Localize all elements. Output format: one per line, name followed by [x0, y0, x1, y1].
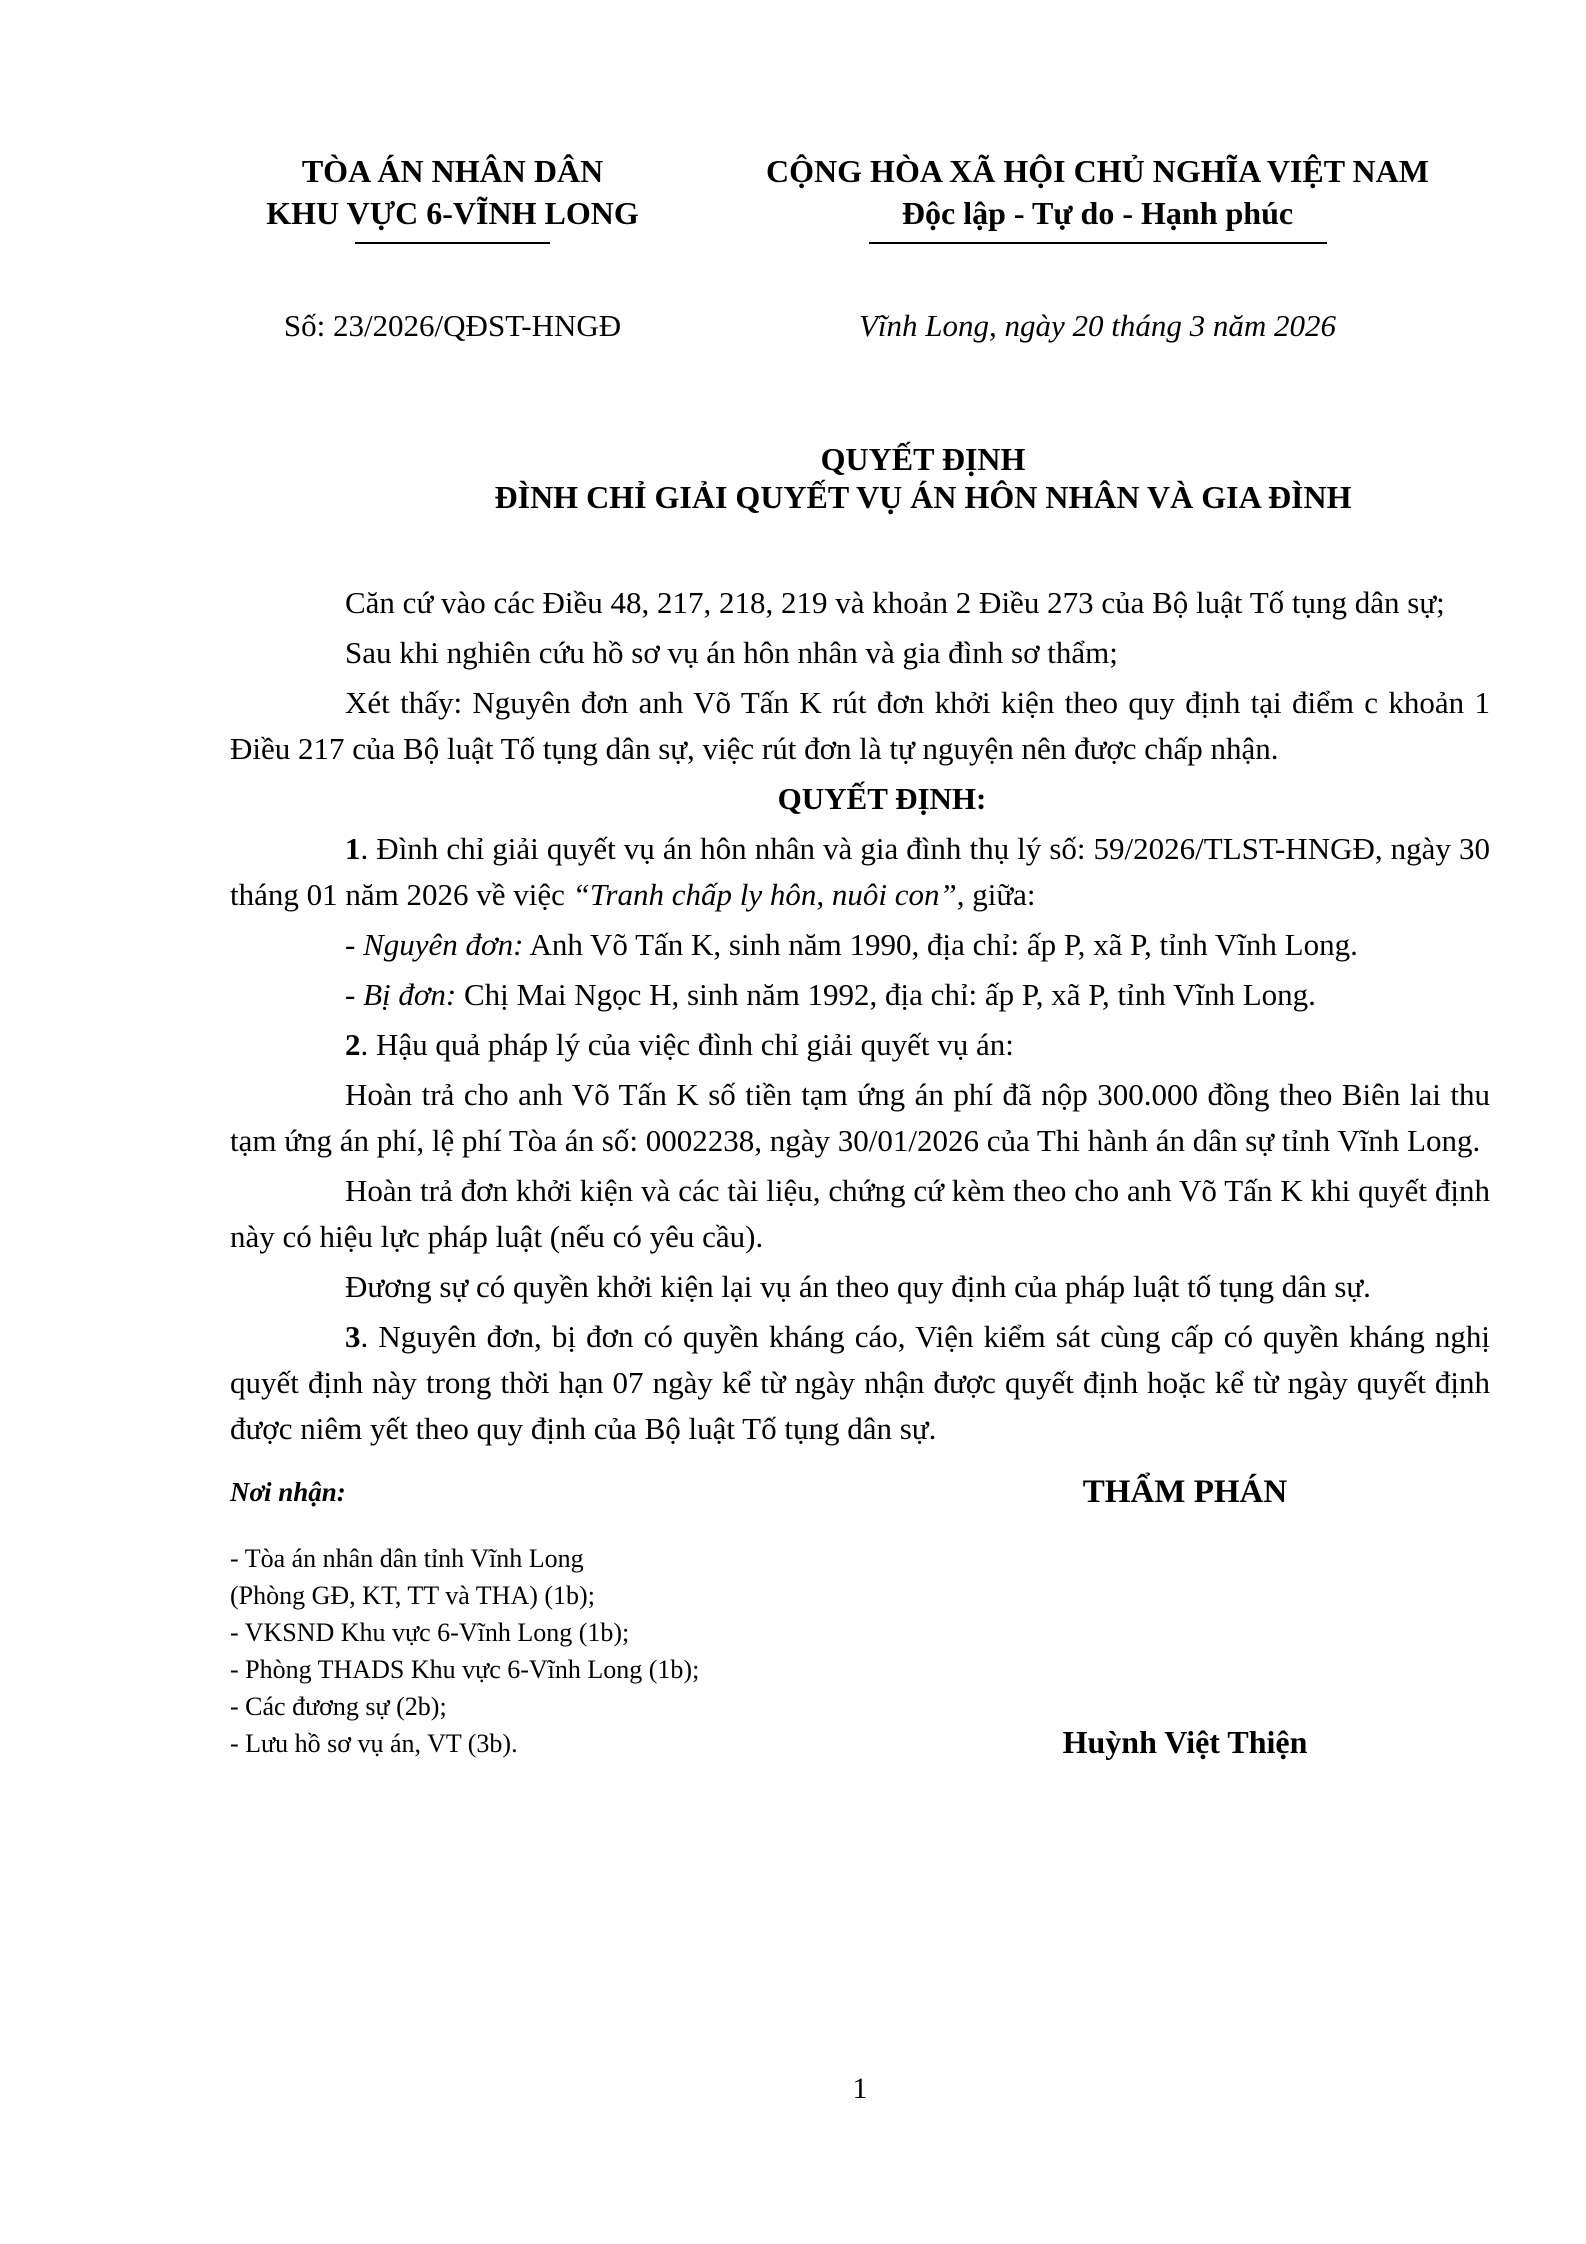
document-footer [230, 1472, 1490, 1762]
national-motto: Độc lập - Tự do - Hạnh phúc [901, 195, 1294, 231]
court-name-line1: TÒA ÁN NHÂN DÂN [301, 153, 604, 189]
recipient-item: - Các đương sự (2b); [230, 1692, 447, 1721]
signature-block [935, 1472, 1435, 1761]
recipient-item: - Tòa án nhân dân tỉnh Vĩnh Long [230, 1544, 584, 1573]
court-block [230, 150, 675, 346]
motto-underline [869, 242, 1327, 244]
paragraph-defendant [230, 972, 1490, 1018]
findings-text: Xét thấy: Nguyên đơn anh Võ Tấn K rút đơn khởi kiện theo quy định tại điểm c khoản 1 Điều 217 của Bộ luật Tố tụng dân sự, việc rút đơn là tự nguyện nên được chấp nhận. [230, 685, 1490, 766]
decision-heading [274, 776, 1490, 822]
refund-fee-text: Hoàn trả cho anh Võ Tấn K số tiền tạm ứng án phí đã nộp 300.000 đồng theo Biên lai thu tạm ứng án phí, lệ phí Tòa án số: 0002238, ngày 30/01/2026 của Thi hành án dân sự tỉnh Vĩnh Long. [230, 1077, 1490, 1158]
decision-heading-text: QUYẾT ĐỊNH: [777, 781, 987, 816]
paragraph-findings [230, 680, 1490, 772]
paragraph-item2 [230, 1022, 1490, 1068]
title-line2: ĐÌNH CHỈ GIẢI QUYẾT VỤ ÁN HÔN NHÂN VÀ GIA ĐÌNH [494, 479, 1352, 515]
document-number: Số: 23/2026/QĐST-HNGĐ [283, 308, 622, 343]
defendant-label: Bị đơn: [363, 977, 457, 1012]
item1-text-before: . Đình chỉ giải quyết vụ án hôn nhân và gia đình thụ lý số: 59/2026/TLST-HNGĐ, ngày 30 tháng 01 năm 2026 về việc [230, 831, 1490, 912]
court-name-line2: KHU VỰC 6-VĨNH LONG [266, 195, 639, 231]
item2-number: 2 [345, 1027, 361, 1062]
paragraph-plaintiff [230, 922, 1490, 968]
national-motto-block [705, 150, 1490, 346]
item3-number: 3 [345, 1319, 361, 1354]
item1-case-quote: “Tranh chấp ly hôn, nuôi con” [572, 877, 957, 912]
title-line1: QUYẾT ĐỊNH [820, 441, 1026, 477]
recipient-item: (Phòng GĐ, KT, TT và THA) (1b); [230, 1581, 595, 1610]
court-underline [355, 242, 550, 244]
item3-text: . Nguyên đơn, bị đơn có quyền kháng cáo, Viện kiểm sát cùng cấp có quyền kháng nghị quyết định này trong thời hạn 07 ngày kể từ ngày nhận được quyết định hoặc kể từ ngày quyết định được niêm yết theo quy định của Bộ luật Tố tụng dân sự. [230, 1319, 1490, 1446]
paragraph-item3 [230, 1314, 1490, 1452]
place-date-line: Vĩnh Long, ngày 20 tháng 3 năm 2026 [858, 308, 1337, 343]
return-documents-text: Hoàn trả đơn khởi kiện và các tài liệu, chứng cứ kèm theo cho anh Võ Tấn K khi quyết định này có hiệu lực pháp luật (nếu có yêu cầu). [230, 1173, 1490, 1254]
right-to-refile-text: Đương sự có quyền khởi kiện lại vụ án theo quy định của pháp luật tố tụng dân sự. [345, 1269, 1371, 1304]
recipient-item: - Lưu hồ sơ vụ án, VT (3b). [230, 1729, 518, 1758]
paragraph-right-to-refile [230, 1264, 1490, 1310]
national-title: CỘNG HÒA XÃ HỘI CHỦ NGHĨA VIỆT NAM [766, 153, 1429, 189]
plaintiff-label: Nguyên đơn: [363, 927, 524, 962]
paragraph-return-documents [230, 1168, 1490, 1260]
document-header [230, 150, 1490, 346]
document-title [356, 440, 1490, 516]
defendant-dash: - [345, 977, 364, 1012]
item2-text: . Hậu quả pháp lý của việc đình chỉ giải quyết vụ án: [360, 1027, 1014, 1062]
judge-title: THẨM PHÁN [1082, 1474, 1288, 1510]
item1-number: 1 [345, 831, 361, 866]
plaintiff-dash: - [345, 927, 364, 962]
judge-name: Huỳnh Việt Thiện [1062, 1724, 1308, 1760]
recipients-label: Nơi nhận: [230, 1477, 346, 1507]
page-number: 1 [852, 2072, 868, 2105]
document-body [230, 580, 1490, 1452]
plaintiff-text: Anh Võ Tấn K, sinh năm 1990, địa chỉ: ấp P, xã P, tỉnh Vĩnh Long. [523, 927, 1358, 962]
paragraph-case-review [230, 630, 1490, 676]
defendant-text: Chị Mai Ngọc H, sinh năm 1992, địa chỉ: ấp P, xã P, tỉnh Vĩnh Long. [456, 977, 1316, 1012]
paragraph-legal-basis [230, 580, 1490, 626]
item1-text-after: , giữa: [956, 877, 1036, 912]
recipient-item: - Phòng THADS Khu vực 6-Vĩnh Long (1b); [230, 1655, 700, 1684]
recipient-item: - VKSND Khu vực 6-Vĩnh Long (1b); [230, 1618, 630, 1647]
paragraph-refund-fee [230, 1072, 1490, 1164]
case-review-text: Sau khi nghiên cứu hồ sơ vụ án hôn nhân và gia đình sơ thẩm; [345, 635, 1118, 670]
paragraph-item1 [230, 826, 1490, 918]
legal-basis-text: Căn cứ vào các Điều 48, 217, 218, 219 và khoản 2 Điều 273 của Bộ luật Tố tụng dân sự; [345, 585, 1445, 620]
